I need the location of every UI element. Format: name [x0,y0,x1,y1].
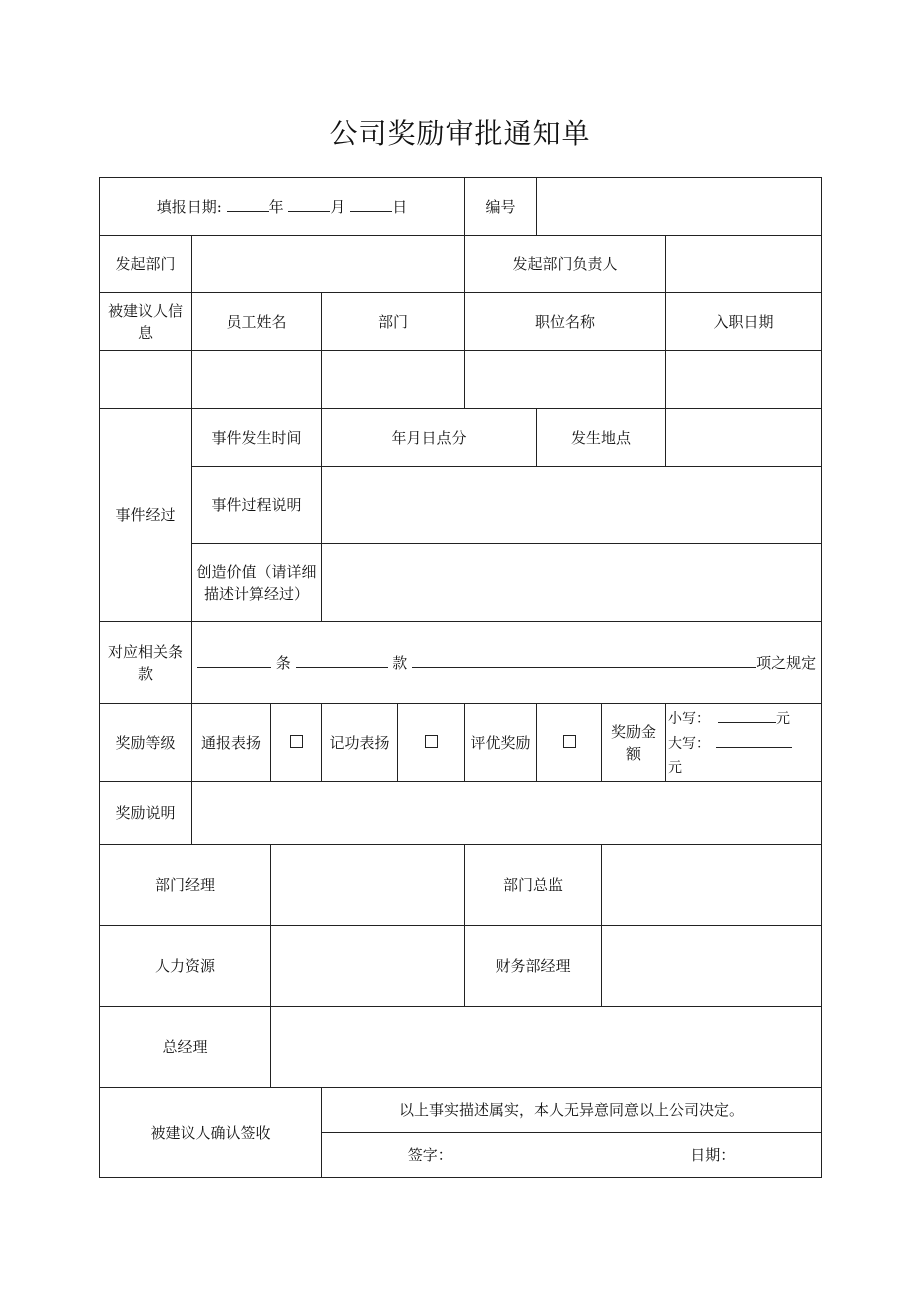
finance-manager-sign[interactable] [602,926,822,1007]
option-merit-praise-label: 记功表扬 [322,704,398,782]
year-label: 年 [268,198,284,216]
hr-sign[interactable] [271,926,465,1007]
created-value-field[interactable] [322,544,822,622]
option-merit-praise-checkbox[interactable] [398,704,465,782]
option-notice-praise-checkbox[interactable] [271,704,322,782]
checkbox-icon[interactable] [563,735,576,748]
created-value-label: 创造价值（请详细描述计算经过） [192,544,322,622]
tiao-blank[interactable] [197,651,271,668]
event-place-field[interactable] [666,409,822,467]
event-place-label: 发生地点 [537,409,666,467]
employee-name-field[interactable] [192,351,322,409]
serial-field[interactable] [537,178,822,236]
checkbox-icon[interactable] [425,735,438,748]
sign-label: 签字： [407,1146,453,1164]
serial-label: 编号 [465,178,537,236]
finance-manager-label: 财务部经理 [465,926,602,1007]
clause-field[interactable] [192,622,822,704]
fill-date-cell[interactable] [100,178,465,236]
reward-desc-field[interactable] [192,782,822,845]
initiator-dept-label: 发起部门 [100,236,192,293]
amount-lowercase-blank[interactable] [718,706,776,723]
dept-header: 部门 [322,293,465,351]
reward-amount-label: 奖励金额 [602,704,666,782]
kuan-blank[interactable] [296,651,388,668]
reward-approval-form [99,177,822,1178]
reward-amount-field[interactable] [666,704,822,782]
confirm-statement: 以上事实描述属实，本人无异意同意以上公司决定。 [322,1088,822,1133]
reward-desc-label: 奖励说明 [100,782,192,845]
nominee-row-label-blank [100,351,192,409]
initiator-head-field[interactable] [666,236,822,293]
page-title: 公司奖励审批通知单 [329,117,591,150]
confirm-sign-row[interactable] [322,1133,822,1178]
hr-label: 人力资源 [100,926,271,1007]
fill-date-label: 填报日期: [156,198,222,216]
hire-date-field[interactable] [666,351,822,409]
date-label: 日期： [690,1146,736,1164]
option-excellence-checkbox[interactable] [537,704,602,782]
yuan-label: 元 [776,710,791,727]
checkbox-icon[interactable] [290,735,303,748]
event-process-field[interactable] [322,467,822,544]
kuan-label: 款 [392,654,408,672]
event-time-label: 事件发生时间 [192,409,322,467]
gm-label: 总经理 [100,1007,271,1088]
gm-sign[interactable] [271,1007,822,1088]
dept-director-label: 部门总监 [465,845,602,926]
dept-manager-sign[interactable] [271,845,465,926]
reward-level-label: 奖励等级 [100,704,192,782]
event-time-field[interactable]: 年月日点分 [322,409,537,467]
confirm-label: 被建议人确认签收 [100,1088,322,1178]
month-blank[interactable] [288,195,330,212]
nominee-info-label: 被建议人信息 [100,293,192,351]
event-process-label: 事件过程说明 [192,467,322,544]
position-header: 职位名称 [465,293,666,351]
position-field[interactable] [465,351,666,409]
xiang-label: 项之规定 [756,654,817,672]
amount-uppercase-blank[interactable] [716,731,792,748]
dept-director-sign[interactable] [602,845,822,926]
initiator-dept-field[interactable] [192,236,465,293]
clause-label: 对应相关条款 [100,622,192,704]
amount-lowercase-label: 小写： [668,710,711,727]
employee-name-header: 员工姓名 [192,293,322,351]
dept-manager-label: 部门经理 [100,845,271,926]
option-notice-praise-label: 通报表扬 [192,704,271,782]
month-label: 月 [330,198,346,216]
day-label: 日 [392,198,408,216]
xiang-blank[interactable] [412,651,756,668]
hire-date-header: 入职日期 [666,293,822,351]
event-label: 事件经过 [100,409,192,622]
dept-field[interactable] [322,351,465,409]
initiator-head-label: 发起部门负责人 [465,236,666,293]
tiao-label: 条 [275,654,291,672]
amount-uppercase-label: 大写： [668,735,711,752]
yuan-label: 元 [668,759,683,776]
year-blank[interactable] [227,195,269,212]
option-excellence-label: 评优奖励 [465,704,537,782]
day-blank[interactable] [350,195,392,212]
